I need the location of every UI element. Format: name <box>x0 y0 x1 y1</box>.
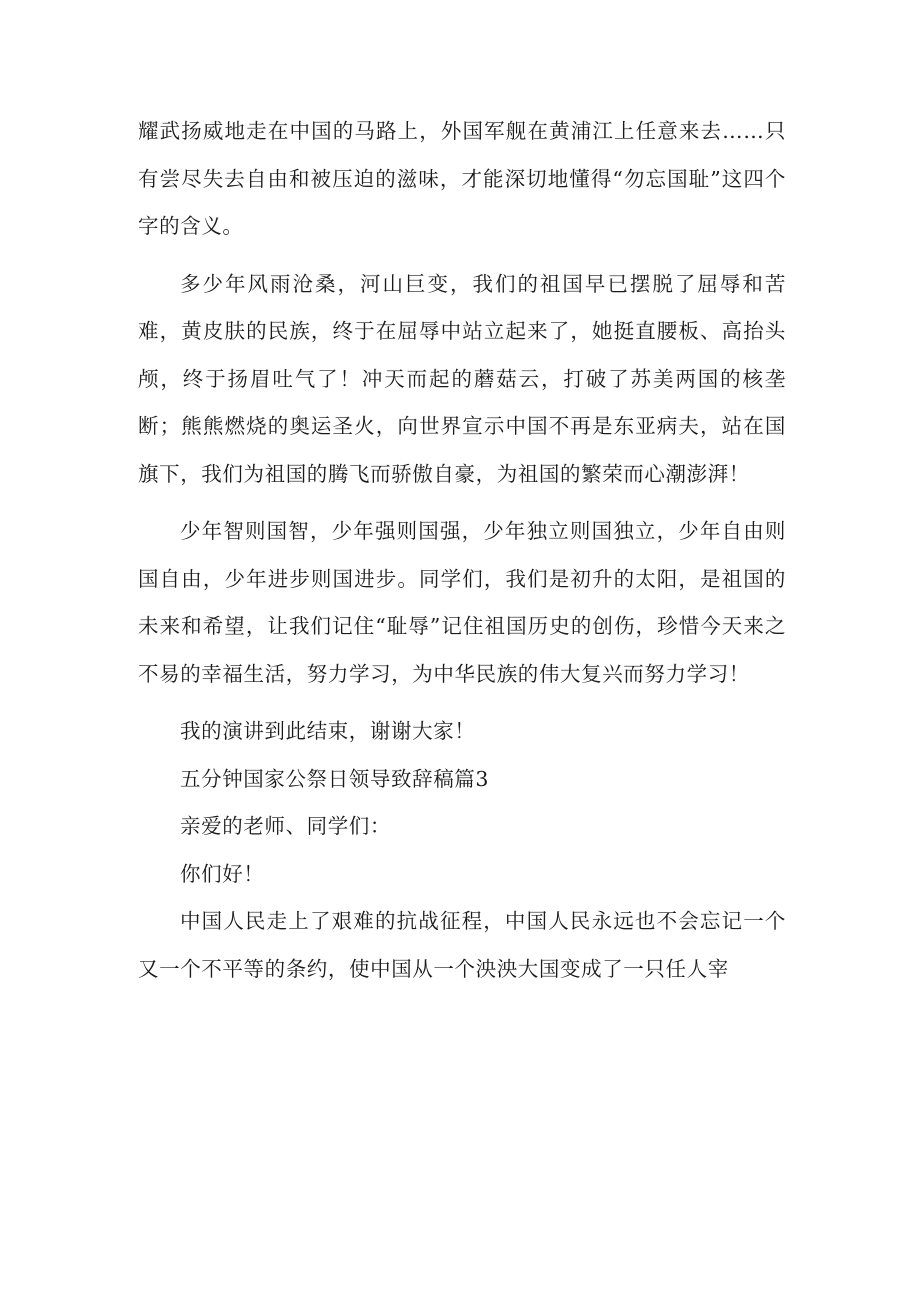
paragraph-motherland-rise: 多少年风雨沧桑，河山巨变，我们的祖国早已摆脱了屈辱和苦难，黄皮肤的民族，终于在屈辱中站立起来了，她挺直腰板、高抬头颅，终于扬眉吐气了！冲天而起的蘑菇云，打破了苏美两国的核垄断；熊熊燃烧的奥运圣火，向世界宣示中国不再是东亚病夫，站在国旗下，我们为祖国的腾飞而骄傲自豪，为祖国的繁荣而心潮澎湃！ <box>138 271 786 486</box>
document-body <box>138 108 786 1003</box>
section-heading: 五分钟国家公祭日领导致辞稿篇3 <box>180 766 490 791</box>
paragraph-closing-thanks: 我的演讲到此结束，谢谢大家！ <box>180 719 476 743</box>
salutation: 亲爱的老师、同学们： <box>180 814 391 838</box>
paragraph-youth-strength: 少年智则国智，少年强则国强，少年独立则国独立，少年自由则国自由，少年进步则国进步。同学们，我们是初升的太阳，是祖国的未来和希望，让我们记住“耻辱”记住祖国历史的创伤，珍惜今天来之不易的幸福生活，努力学习，为中华民族的伟大复兴而努力学习！ <box>138 519 786 686</box>
paragraph-continuation: 耀武扬威地走在中国的马路上，外国军舰在黄浦江上任意来去……只有尝尽失去自由和被压迫的滋味，才能深切地懂得“勿忘国耻”这四个字的含义。 <box>138 119 786 238</box>
greeting: 你们好！ <box>180 861 265 886</box>
paragraph-war-history: 中国人民走上了艰难的抗战征程，中国人民永远也不会忘记一个又一个不平等的条约，使中国从一个泱泱大国变成了一只任人宰 <box>138 909 786 981</box>
